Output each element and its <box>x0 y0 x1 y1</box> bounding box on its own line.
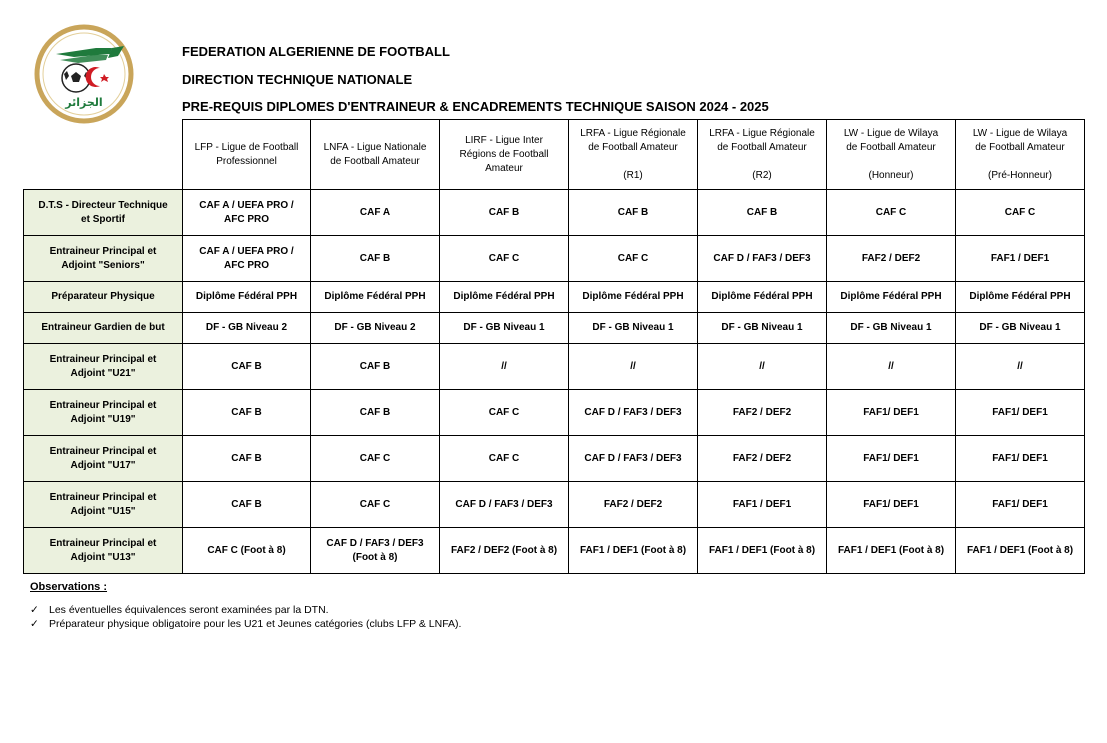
table-cell: FAF2 / DEF2 <box>698 436 827 482</box>
row-header: Entraineur Principal et Adjoint "U19" <box>24 390 183 436</box>
table-cell: Diplôme Fédéral PPH <box>698 282 827 313</box>
table-cell: CAF C <box>311 436 440 482</box>
prerequisites-table <box>23 119 1085 574</box>
table-cell: CAF A / UEFA PRO / AFC PRO <box>183 236 311 282</box>
row-header: Entraineur Principal et Adjoint "U17" <box>24 436 183 482</box>
observation-text: Les éventuelles équivalences seront examinées par la DTN. <box>49 604 329 616</box>
table-row <box>24 390 1085 436</box>
faf-logo-icon <box>34 24 134 124</box>
table-cell: DF - GB Niveau 1 <box>698 313 827 344</box>
table-cell: CAF D / FAF3 / DEF3 <box>440 482 569 528</box>
table-cell: DF - GB Niveau 1 <box>956 313 1085 344</box>
observation-item <box>30 603 461 617</box>
column-header-lrfa-r1: LRFA - Ligue Régionale de Football Amateur (R1) <box>569 120 698 190</box>
column-header-lw-honneur: LW - Ligue de Wilaya de Football Amateur (Honneur) <box>827 120 956 190</box>
table-cell: CAF B <box>311 344 440 390</box>
table-cell: CAF B <box>311 390 440 436</box>
table-cell: DF - GB Niveau 2 <box>183 313 311 344</box>
table-cell: Diplôme Fédéral PPH <box>956 282 1085 313</box>
table-cell: CAF C <box>569 236 698 282</box>
table-cell: FAF1/ DEF1 <box>956 436 1085 482</box>
table-cell: CAF C <box>827 190 956 236</box>
direction-title: DIRECTION TECHNIQUE NATIONALE <box>182 71 413 87</box>
column-header-lrfa-r2: LRFA - Ligue Régionale de Football Amateur (R2) <box>698 120 827 190</box>
table-cell: CAF B <box>698 190 827 236</box>
column-header-lw-pre-honneur: LW - Ligue de Wilaya de Football Amateur (Pré-Honneur) <box>956 120 1085 190</box>
table-cell: FAF1 / DEF1 (Foot à 8) <box>698 528 827 574</box>
table-cell: DF - GB Niveau 2 <box>311 313 440 344</box>
table-cell: CAF B <box>183 436 311 482</box>
table-cell: FAF1/ DEF1 <box>956 390 1085 436</box>
table-row <box>24 528 1085 574</box>
table-row <box>24 436 1085 482</box>
table-cell: CAF D / FAF3 / DEF3 (Foot à 8) <box>311 528 440 574</box>
table-cell: // <box>827 344 956 390</box>
row-header: Entraineur Principal et Adjoint "U15" <box>24 482 183 528</box>
row-header: Entraineur Principal et Adjoint "U21" <box>24 344 183 390</box>
row-header: Préparateur Physique <box>24 282 183 313</box>
table-row <box>24 236 1085 282</box>
table-cell: CAF A / UEFA PRO / AFC PRO <box>183 190 311 236</box>
row-header: Entraineur Principal et Adjoint "U13" <box>24 528 183 574</box>
table-row <box>24 482 1085 528</box>
table-cell: Diplôme Fédéral PPH <box>569 282 698 313</box>
table-cell: FAF1 / DEF1 (Foot à 8) <box>827 528 956 574</box>
table-cell: CAF B <box>569 190 698 236</box>
column-header-lfp: LFP - Ligue de Football Professionnel <box>183 120 311 190</box>
table-header-row <box>24 120 1085 190</box>
table-cell: // <box>440 344 569 390</box>
document-title: PRE-REQUIS DIPLOMES D'ENTRAINEUR & ENCADREMENTS TECHNIQUE SAISON 2024 - 2025 <box>182 99 769 114</box>
column-header-lirf: LIRF - Ligue Inter Régions de Football Amateur <box>440 120 569 190</box>
table-cell: FAF1 / DEF1 (Foot à 8) <box>569 528 698 574</box>
table-cell: CAF D / FAF3 / DEF3 <box>569 390 698 436</box>
table-cell: FAF2 / DEF2 <box>569 482 698 528</box>
table-cell: CAF A <box>311 190 440 236</box>
row-header: Entraineur Gardien de but <box>24 313 183 344</box>
table-cell: // <box>569 344 698 390</box>
table-row <box>24 282 1085 313</box>
table-cell: CAF D / FAF3 / DEF3 <box>569 436 698 482</box>
table-cell: CAF C (Foot à 8) <box>183 528 311 574</box>
table-cell: CAF C <box>440 390 569 436</box>
table-cell: FAF1 / DEF1 (Foot à 8) <box>956 528 1085 574</box>
table-cell: DF - GB Niveau 1 <box>440 313 569 344</box>
table-cell: // <box>698 344 827 390</box>
table-cell: CAF B <box>183 390 311 436</box>
table-cell: CAF B <box>440 190 569 236</box>
table-cell: CAF D / FAF3 / DEF3 <box>698 236 827 282</box>
row-header: D.T.S - Directeur Technique et Sportif <box>24 190 183 236</box>
table-cell: FAF2 / DEF2 <box>698 390 827 436</box>
table-cell: FAF2 / DEF2 (Foot à 8) <box>440 528 569 574</box>
observations <box>30 581 461 631</box>
observations-title: Observations : <box>30 581 108 593</box>
table-cell: // <box>956 344 1085 390</box>
table-row <box>24 344 1085 390</box>
table-cell: CAF B <box>183 344 311 390</box>
table-cell: CAF C <box>440 236 569 282</box>
table-row <box>24 190 1085 236</box>
table-body <box>24 190 1085 574</box>
check-icon: ✓ <box>30 618 39 630</box>
table-cell: CAF B <box>183 482 311 528</box>
table-cell: Diplôme Fédéral PPH <box>827 282 956 313</box>
table-cell: FAF1/ DEF1 <box>827 390 956 436</box>
table-row <box>24 313 1085 344</box>
check-icon: ✓ <box>30 604 39 616</box>
column-header-lnfa: LNFA - Ligue Nationale de Football Amateur <box>311 120 440 190</box>
table-cell: Diplôme Fédéral PPH <box>311 282 440 313</box>
table-cell: FAF1 / DEF1 <box>956 236 1085 282</box>
observation-item <box>30 617 461 631</box>
table-cell: CAF C <box>956 190 1085 236</box>
table-cell: CAF C <box>311 482 440 528</box>
document-header <box>182 38 769 121</box>
observation-text: Préparateur physique obligatoire pour les U21 et Jeunes catégories (clubs LFP & LNFA). <box>49 618 462 630</box>
table-cell: FAF1/ DEF1 <box>827 436 956 482</box>
table-cell: FAF1/ DEF1 <box>827 482 956 528</box>
logo-arabic-text: الجزائر <box>65 96 103 109</box>
table-cell: Diplôme Fédéral PPH <box>183 282 311 313</box>
table-cell: DF - GB Niveau 1 <box>569 313 698 344</box>
table-cell: Diplôme Fédéral PPH <box>440 282 569 313</box>
corner-cell <box>24 120 183 190</box>
table-cell: CAF C <box>440 436 569 482</box>
table-cell: FAF1 / DEF1 <box>698 482 827 528</box>
table-cell: FAF2 / DEF2 <box>827 236 956 282</box>
federation-title: FEDERATION ALGERIENNE DE FOOTBALL <box>182 44 450 59</box>
table-cell: FAF1/ DEF1 <box>956 482 1085 528</box>
table-cell: DF - GB Niveau 1 <box>827 313 956 344</box>
table-cell: CAF B <box>311 236 440 282</box>
row-header: Entraineur Principal et Adjoint "Seniors" <box>24 236 183 282</box>
